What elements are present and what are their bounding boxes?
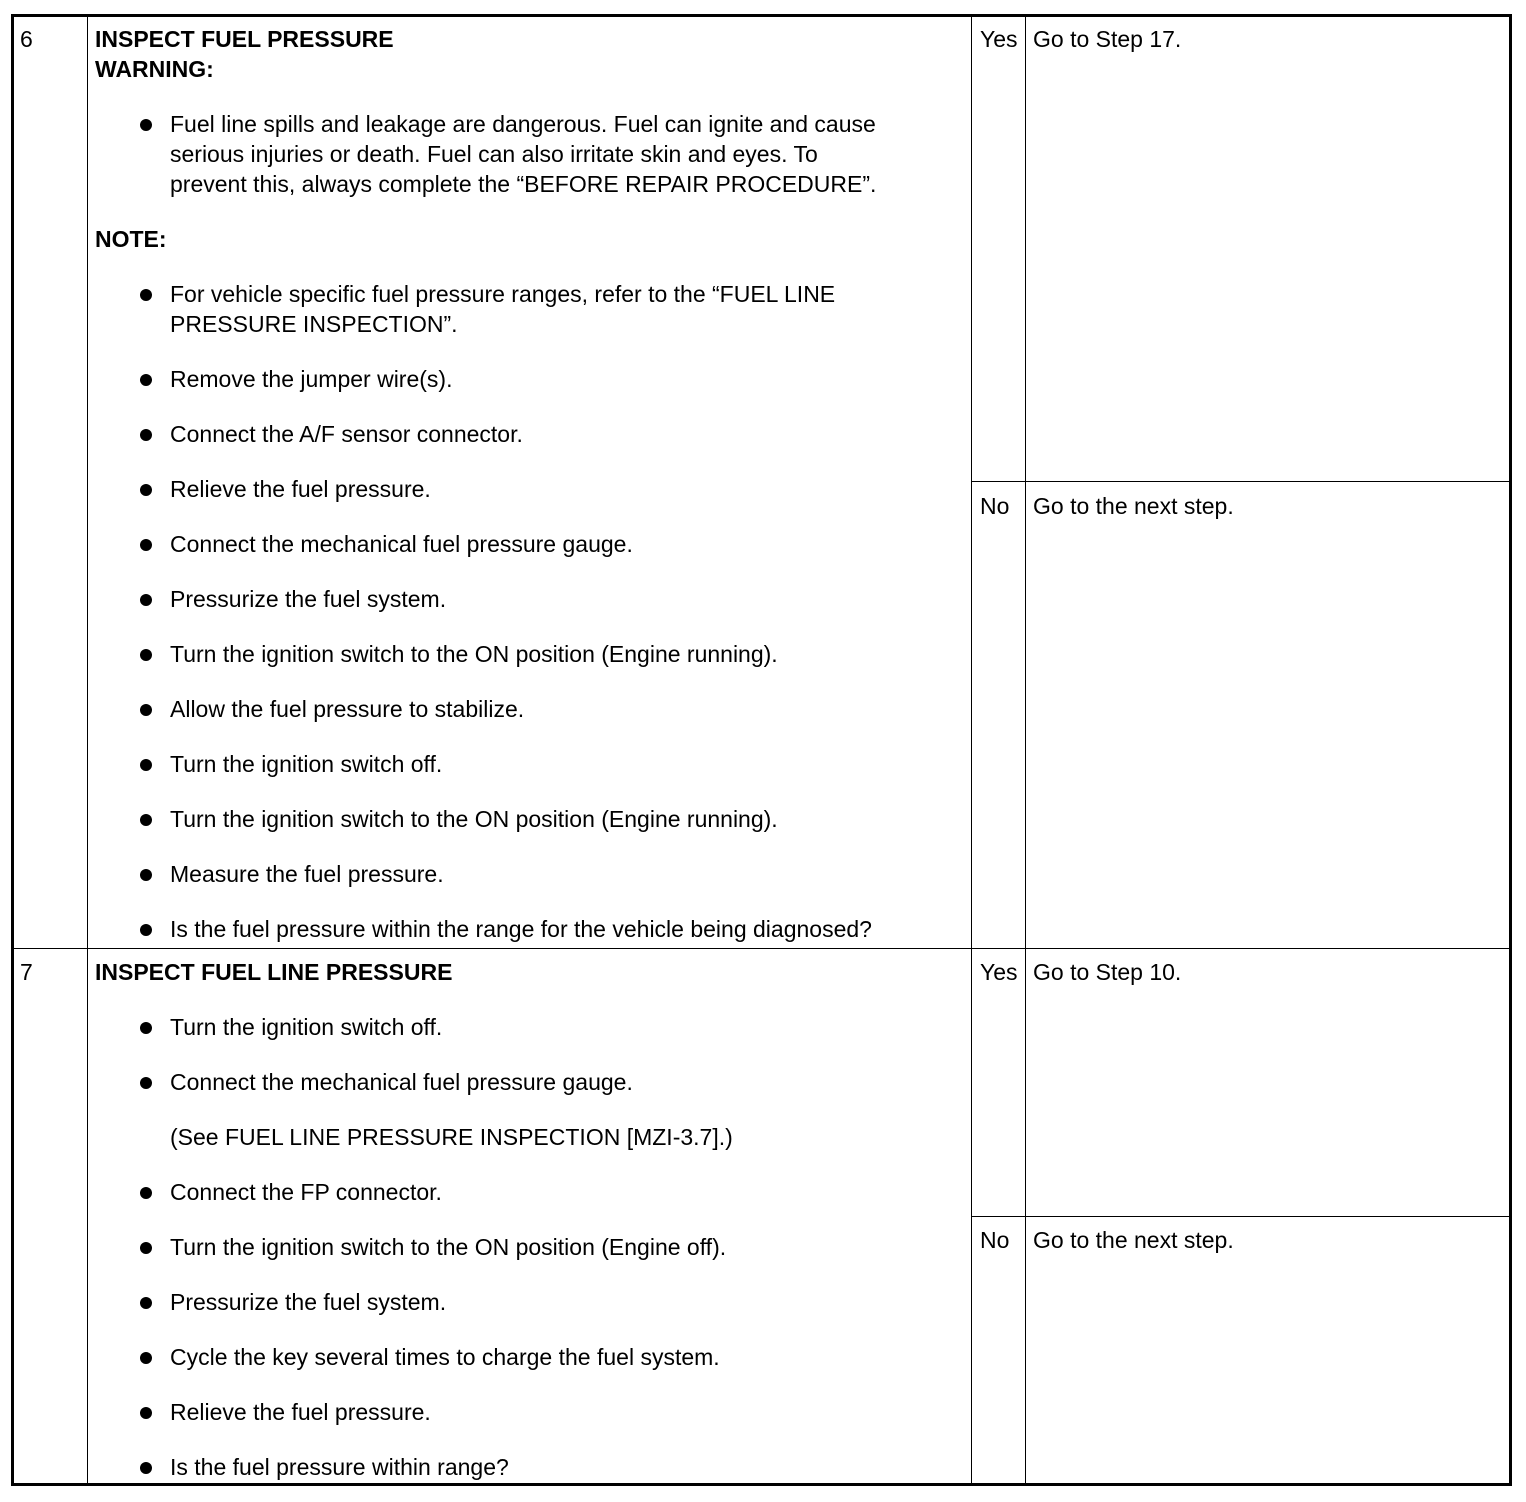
bullet-icon [140,924,152,936]
bullet-icon [140,484,152,496]
bullet-icon [140,119,152,131]
step-title: INSPECT FUEL PRESSURE [95,26,394,52]
step-number: 7 [20,959,33,985]
bullet-icon [140,649,152,661]
bullet-icon [140,1187,152,1199]
bullet-icon [140,704,152,716]
note-item: Allow the fuel pressure to stabilize. [170,696,525,722]
note-item: Connect the A/F sensor connector. [170,421,523,447]
column-divider [1025,17,1026,1483]
warning-text: prevent this, always complete the “BEFORE REPAIR PROCEDURE”. [170,171,877,197]
bullet-icon [140,1297,152,1309]
step-item: Connect the mechanical fuel pressure gauge. [170,1069,633,1095]
bullet-icon [140,1462,152,1474]
step-item: Turn the ignition switch to the ON position (Engine off). [170,1234,727,1260]
step-item: Cycle the key several times to charge the fuel system. [170,1344,720,1370]
note-item: Measure the fuel pressure. [170,861,444,887]
note-item: Turn the ignition switch off. [170,751,443,777]
diagnostic-table [11,14,1512,1486]
no-action: Go to the next step. [1033,1227,1234,1253]
bullet-icon [140,1242,152,1254]
bullet-icon [140,1352,152,1364]
step-item: Relieve the fuel pressure. [170,1399,431,1425]
step-item: Turn the ignition switch off. [170,1014,443,1040]
bullet-icon [140,539,152,551]
yes-label: Yes [980,26,1018,52]
no-label: No [980,493,1010,519]
yes-action: Go to Step 10. [1033,959,1182,985]
note-item: For vehicle specific fuel pressure ranges, refer to the “FUEL LINE [170,281,836,307]
note-item: Remove the jumper wire(s). [170,366,453,392]
row-divider [14,948,1509,949]
warning-text: serious injuries or death. Fuel can also irritate skin and eyes. To [170,141,818,167]
note-item: Connect the mechanical fuel pressure gauge. [170,531,633,557]
no-label: No [980,1227,1010,1253]
no-action: Go to the next step. [1033,493,1234,519]
note-item: PRESSURE INSPECTION”. [170,311,458,337]
bullet-icon [140,759,152,771]
bullet-icon [140,429,152,441]
step-item: Is the fuel pressure within range? [170,1454,509,1480]
column-divider [971,17,972,1483]
note-label: NOTE: [95,226,167,252]
bullet-icon [140,1022,152,1034]
result-divider [971,1216,1509,1217]
bullet-icon [140,1077,152,1089]
step-item: Connect the FP connector. [170,1179,442,1205]
result-divider [971,481,1509,482]
column-divider [87,17,88,1483]
note-item: Turn the ignition switch to the ON position (Engine running). [170,806,778,832]
bullet-icon [140,374,152,386]
yes-label: Yes [980,959,1018,985]
bullet-icon [140,1407,152,1419]
bullet-icon [140,594,152,606]
bullet-icon [140,814,152,826]
step-item: Pressurize the fuel system. [170,1289,447,1315]
bullet-icon [140,869,152,881]
note-item: Relieve the fuel pressure. [170,476,431,502]
warning-label: WARNING: [95,56,214,82]
reference-note: (See FUEL LINE PRESSURE INSPECTION [MZI-3.7].) [170,1124,733,1150]
bullet-icon [140,289,152,301]
warning-text: Fuel line spills and leakage are dangerous. Fuel can ignite and cause [170,111,876,137]
note-item: Is the fuel pressure within the range for the vehicle being diagnosed? [170,916,872,942]
step-number: 6 [20,26,33,52]
yes-action: Go to Step 17. [1033,26,1182,52]
note-item: Pressurize the fuel system. [170,586,447,612]
note-item: Turn the ignition switch to the ON position (Engine running). [170,641,778,667]
step-title: INSPECT FUEL LINE PRESSURE [95,959,453,985]
